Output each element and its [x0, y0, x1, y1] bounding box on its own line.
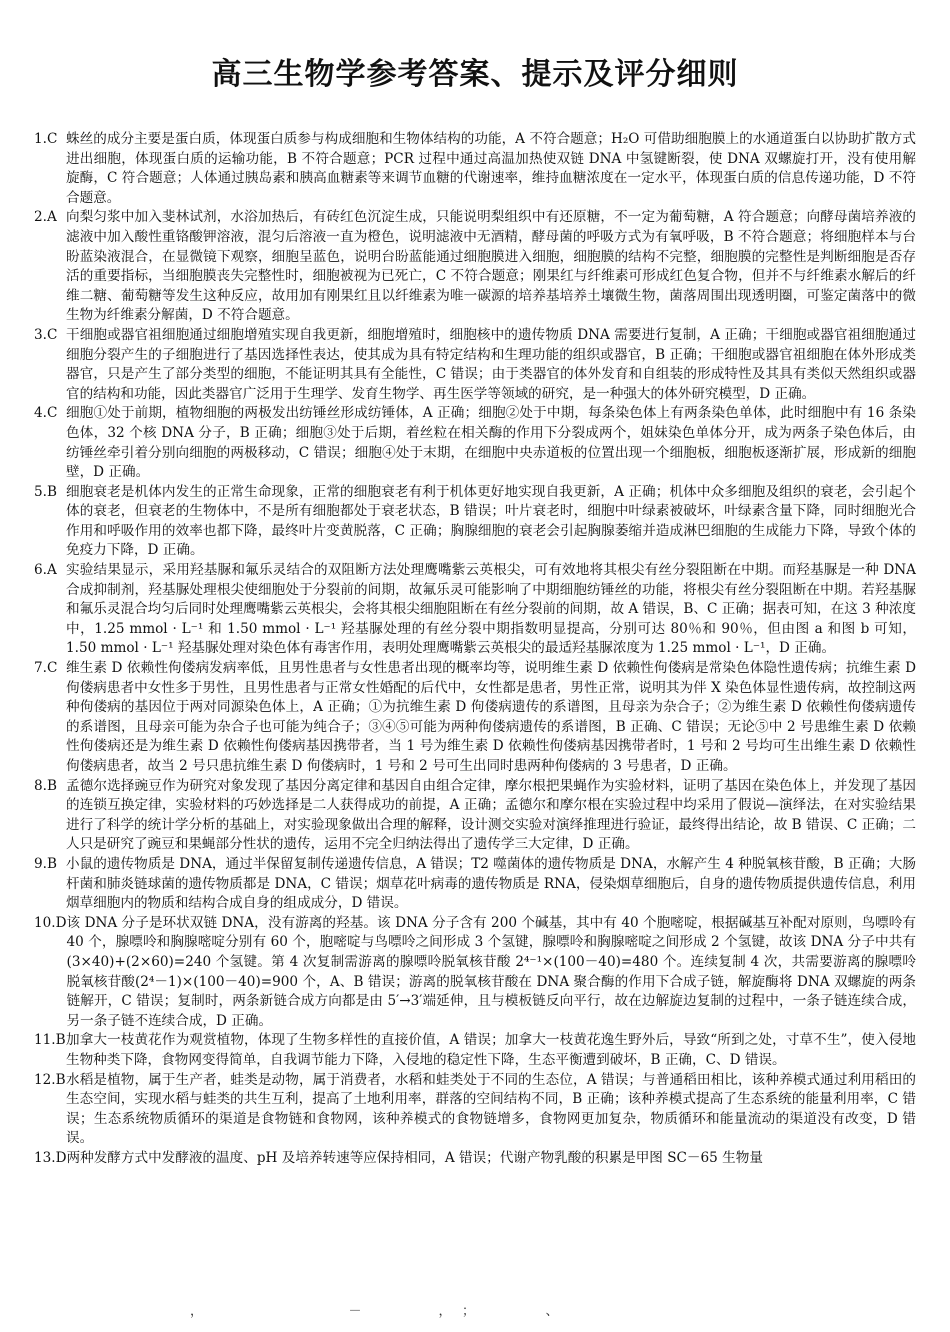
answer-item — [34, 483, 916, 561]
answer-text: 实验结果显示，采用羟基脲和氟乐灵结合的双阻断方法处理鹰嘴紫云英根尖，可有效地将其根尖有丝分裂阻断在中期。而羟基脲是一种 DNA 合成抑制剂，羟基脲处理根尖使细胞处于分裂前的间期，故氟乐灵可能影响了中期细胞纺锤丝的功能，将根尖有丝分裂阻断在中期。若羟基脲和氟乐灵混合均匀后同时处理鹰嘴紫云英根尖，会将其根尖细胞阻断在有丝分裂前的间期，故 A 错误，B、C 正确；据表可知，在这 3 种浓度中，1.25 mmol · L⁻¹ 和 1.50 mmol · L⁻¹ 羟基脲处理的有丝分裂中期指数明显提高，分别可达 80％和 90％，但由图 a 和图 b 可知，1.50 mmol · L⁻¹ 羟基脲处理对染色体有毒害作用，表明处理鹰嘴紫云英根尖的最适羟基脲浓度为 1.25 mmol · L⁻¹，D 正确。 — [66, 562, 916, 657]
answer-text: 小鼠的遗传物质是 DNA，通过半保留复制传递遗传信息，A 错误；T2 噬菌体的遗传物质是 DNA，水解产生 4 种脱氧核苷酸，B 正确；大肠杆菌和肺炎链球菌的遗传物质都是 DNA，C 错误；烟草花叶病毒的遗传物质是 RNA，侵染烟草细胞后，自身的遗传物质提供遗传信息，利用烟草细胞内的物质和结构合成自身的组成成分，D 错误。 — [66, 855, 916, 912]
answer-number: 4.C — [34, 405, 58, 422]
answer-text: 孟德尔选择豌豆作为研究对象发现了基因分离定律和基因自由组合定律，摩尔根把果蝇作为实验材料，证明了基因在染色体上，并发现了基因的连锁互换定律，实验材料的巧妙选择是二人获得成功的前提，A 正确；孟德尔和摩尔根在实验过程中均采用了假说—演绎法，在对实验结果进行了科学的统计学分析的基础上，对实验现象做出合理的解释，设计测交实验对演绎推理进行验证，最终得出结论，故 B 错误、C 正确；二人只是研究了豌豆和果蝇部分性状的遗传，运用不完全归纳法得出了遗传学三大定律，D 正确。 — [66, 777, 916, 853]
answer-number: 1.C — [34, 131, 58, 147]
answer-text: 细胞衰老是机体内发生的正常生命现象，正常的细胞衰老有利于机体更好地实现自我更新，A 正确；机体中众多细胞及组织的衰老，会引起个体的衰老，但衰老的生物体中，不是所有细胞都处于衰老状态，B 错误；叶片衰老时，细胞中叶绿素被破坏，叶绿素含量下降，同时细胞光合作用和呼吸作用的效率也都下降，最终叶片变黄脱落，C 正确；胸腺细胞的衰老会引起胸腺萎缩并造成淋巴细胞的生成能力下降，导致个体的免疫力下降，D 正确。 — [66, 483, 916, 559]
answer-item — [34, 404, 916, 482]
answer-text: 维生素 D 依赖性佝偻病发病率低，且男性患者与女性患者出现的概率均等，说明维生素 D 依赖性佝偻病是常染色体隐性遗传病；抗维生素 D 佝偻病患者中女性多于男性，且男性患者与正常女性婚配的后代中，女性都是患者，男性正常，说明其为伴 X 染色体显性遗传病，故控制这两种佝偻病的基因位于两对同源染色体上，A 正确；①为抗维生素 D 佝偻病遗传的系谱图，且母亲为杂合子；②为维生素 D 依赖性佝偻病遗传的系谱图，且母亲可能为杂合子也可能为纯合子；③④⑤可能为两种佝偻病遗传的系谱图，B 正确、C 错误；无论⑤中 2 号患维生素 D 依赖性佝偻病还是为维生素 D 依赖性佝偻病基因携带者，当 1 号为维生素 D 依赖性佝偻病基因携带者时，1 号和 2 号均可生出维生素 D 依赖性佝偻病患者，故当 2 号只患抗维生素 D 佝偻病时，1 号和 2 号可生出同时患两种佝偻病的 3 号患者，D 正确。 — [66, 660, 916, 774]
answer-number: 2.A — [34, 209, 57, 226]
answer-text: 向梨匀浆中加入斐林试剂，水浴加热后，有砖红色沉淀生成，只能说明梨组织中有还原糖，不一定为葡萄糖，A 符合题意；向酵母菌培养液的滤液中加入酸性重铬酸钾溶液，混匀后溶液一直为橙色，说明滤液中无酒精，酵母菌的呼吸方式为有氧呼吸，B 不符合题意；将细胞样本与台盼蓝染液混合，在显微镜下观察，细胞呈蓝色，说明台盼蓝能通过细胞膜进入细胞，细胞膜的结构不完整，细胞膜的完整性是判断细胞是否存活的重要指标，当细胞膜丧失完整性时，细胞被视为已死亡，C 不符合题意；刚果红与纤维素可形成红色复合物，但并不与纤维素水解后的纤维二糖、葡萄糖等发生这种反应，故用加有刚果红且以纤维素为唯一碳源的培养基培养土壤微生物，菌落周围出现透明圈，可鉴定菌落中的微生物为纤维素分解菌，D 不符合题意。 — [66, 209, 916, 324]
answer-item — [34, 1031, 916, 1070]
answer-item — [34, 130, 916, 208]
answer-item — [34, 561, 916, 659]
answer-item — [34, 659, 916, 777]
page-title: 高三生物学参考答案、提示及评分细则 — [211, 57, 739, 92]
answer-text: 水稻是植物，属于生产者，蛙类是动物，属于消费者，水稻和蛙类处于不同的生态位，A 错误；与普通稻田相比，该种养模式通过利用稻田的生态空间，实现水稻与蛙类的共生互利，提高了土地利用率，群落的空间结构不同，B 正确；该种养模式提高了生态系统的能量利用率，C 错误；生态系统物质循环的渠道是食物链和食物网，该种养模式的食物链增多，食物网更加复杂，物质循环和能量流动的渠道没有改变，D 错误。 — [66, 1071, 916, 1147]
answer-item — [34, 914, 916, 1032]
answer-item — [34, 777, 916, 855]
answer-text: 两种发酵方式中发酵液的温度、pH 及培养转速等应保持相同，A 错误；代谢产物乳酸的积累是甲图 SC－65 生物量 — [66, 1149, 763, 1166]
answer-text: 蛛丝的成分主要是蛋白质，体现蛋白质参与构成细胞和生物体结构的功能，A 不符合题意；H₂O 可借助细胞膜上的水通道蛋白以协助扩散方式进出细胞，体现蛋白质的运输功能，B 不符合题意；PCR 过程中通过高温加热使双链 DNA 中氢键断裂，使 DNA 双螺旋打开，没有使用解旋酶，C 符合题意；人体通过胰岛素和胰高血糖素等来调节血糖的代谢速率，维持血糖浓度在一定水平，体现蛋白质的信息传递功能，D 不符合题意。 — [66, 131, 916, 206]
answer-number: 10.D — [34, 914, 67, 931]
answer-text: 加拿大一枝黄花作为观赏植物，体现了生物多样性的直接价值，A 错误；加拿大一枝黄花逸生野外后，导致“所到之处，寸草不生”，使入侵地生物种类下降，食物网变得简单，自我调节能力下降，入侵地的稳定性下降，生态平衡遭到破坏，B 正确，C、D 错误。 — [66, 1032, 916, 1068]
answer-item — [34, 855, 916, 914]
answer-number: 11.B — [34, 1032, 66, 1049]
answer-number: 8.B — [34, 777, 57, 794]
answer-number: 12.B — [34, 1071, 66, 1088]
answer-text: 干细胞或器官祖细胞通过细胞增殖实现自我更新，细胞增殖时，细胞核中的遗传物质 DNA 需要进行复制，A 正确；干细胞或器官祖细胞通过细胞分裂产生的子细胞进行了基因选择性表达，使其成为具有特定结构和生理功能的组织或器官，B 正确；干细胞或器官祖细胞在体外形成类器官，只是产生了部分类型的细胞，不能证明其具有全能性，C 错误；由于类器官的体外发育和自组装的形成特性及其具有类似天然组织或器官的结构和功能，因此类器官广泛用于生理学、发育生物学、再生医学等领域的研究，是一种强大的体外研究模型，D 正确。 — [66, 326, 916, 402]
answer-text: 该 DNA 分子是环状双链 DNA，没有游离的羟基。该 DNA 分子含有 200 个碱基，其中有 40 个胞嘧啶，根据碱基互补配对原则，鸟嘌呤有 40 个，腺嘌呤和胸腺嘧啶分别有 60 个，胞嘧啶与鸟嘌呤之间形成 3 个氢键，腺嘌呤和胸腺嘧啶之间形成 2 个氢键，故该 DNA 分子中共有(3×40)+(2×60)=240 个氢键。第 4 次复制需游离的腺嘌呤脱氧核苷酸 2⁴⁻¹×(100－40)=480 个。连续复制 4 次，共需要游离的腺嘌呤脱氧核苷酸(2⁴－1)×(100－40)=900 个，A、B 错误；游离的脱氧核苷酸在 DNA 聚合酶的作用下合成子链，解旋酶将 DNA 双螺旋的两条链解开，C 错误；复制时，两条新链合成方向都是由 5′→3′端延伸，且与模板链反向平行，故在边解旋边复制的过程中，一条子链连续合成，另一条子链不连续合成，D 正确。 — [66, 914, 916, 1029]
cutoff-line-fragments: ， － ， ； 、 — [190, 1304, 561, 1319]
answer-item — [34, 326, 916, 404]
answer-number: 5.B — [34, 483, 57, 500]
answer-number: 6.A — [34, 562, 57, 579]
answer-number: 13.D — [34, 1149, 67, 1166]
answer-item — [34, 1149, 916, 1169]
answer-item — [34, 1071, 916, 1149]
answer-number: 3.C — [34, 326, 58, 343]
answer-list — [34, 130, 916, 1168]
answer-number: 7.C — [34, 660, 58, 677]
answer-item — [34, 208, 916, 326]
answer-text: 细胞①处于前期，植物细胞的两极发出纺锤丝形成纺锤体，A 正确；细胞②处于中期，每条染色体上有两条染色单体，此时细胞中有 16 条染色体，32 个核 DNA 分子，B 正确；细胞③处于后期，着丝粒在相关酶的作用下分裂成两个，姐妹染色单体分开，成为两条子染色体后，由纺锤丝牵引着分别向细胞的两极移动，C 错误；细胞④处于末期，在细胞中央赤道板的位置出现一个细胞板，细胞板逐渐扩展，形成新的细胞壁，D 正确。 — [66, 405, 916, 481]
answer-number: 9.B — [34, 855, 57, 872]
